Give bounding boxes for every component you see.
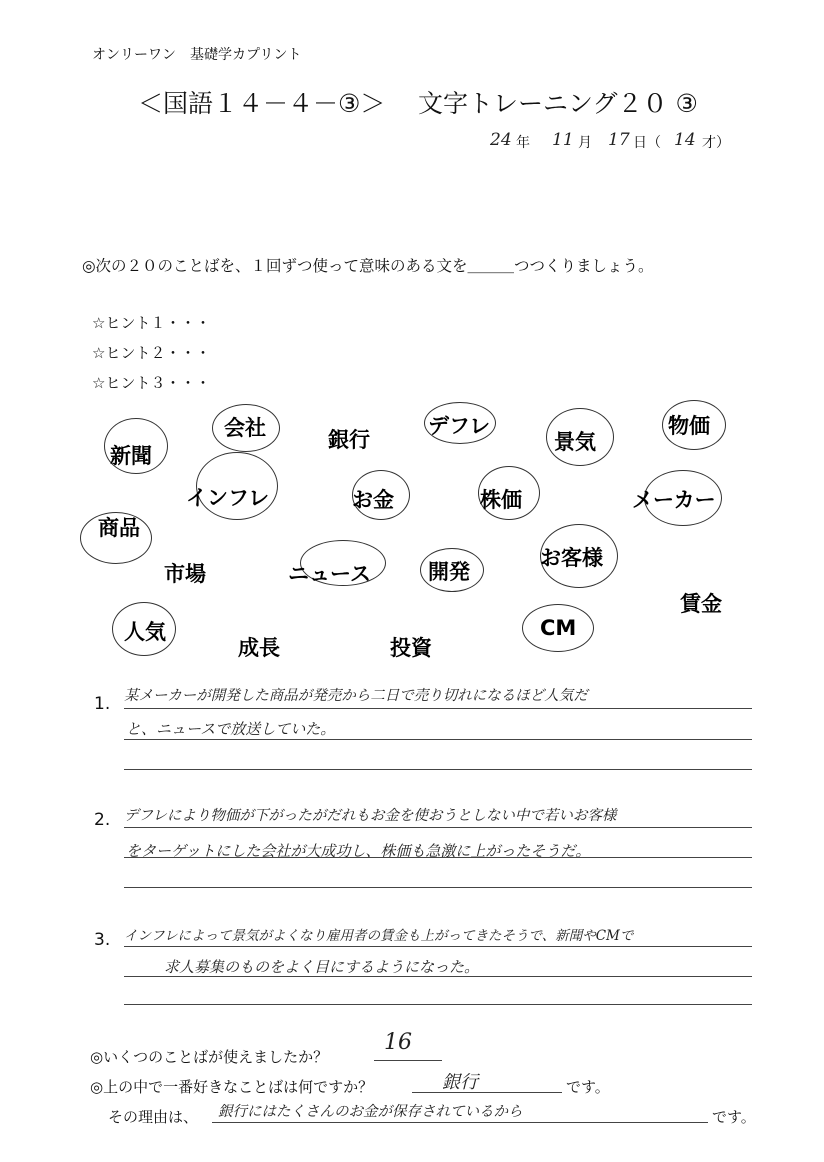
word-bukka: 物価: [668, 414, 710, 438]
word-news: ニュース: [288, 562, 371, 586]
answer-line: [124, 1004, 752, 1005]
date-line: [488, 128, 758, 154]
sentence-2-line-1[interactable]: デフレにより物価が下がったがだれもお金を使おうとしない中で若いお客様: [124, 808, 617, 824]
word-seicho: 成長: [238, 636, 280, 660]
answer-line: [124, 857, 752, 858]
date-day: 17: [608, 130, 630, 150]
circle-mark: [522, 604, 594, 652]
sentence-3-line-2[interactable]: 求人募集のものをよく目にするようになった。: [164, 958, 480, 976]
answer-reason[interactable]: 銀行にはたくさんのお金が保存されているから: [218, 1104, 523, 1120]
word-shinbun: 新聞: [110, 444, 152, 468]
answer-line: [124, 739, 752, 740]
word-cm: CM: [540, 616, 577, 640]
date-year-unit: 年: [516, 135, 530, 151]
circle-mark: [424, 402, 496, 444]
word-inflation: インフレ: [186, 486, 270, 510]
circle-mark: [104, 418, 168, 474]
answer-line: [124, 946, 752, 947]
word-maker: メーカー: [632, 488, 716, 512]
page-title-right: 文字トレーニング２０ ③: [418, 89, 698, 118]
answer-line: [412, 1092, 562, 1093]
page-title-left: ＜国語１４－４－③＞: [138, 89, 386, 118]
circle-mark: [112, 602, 176, 656]
hint-2: ☆ヒント２・・・: [92, 344, 211, 362]
circle-mark: [662, 400, 726, 450]
sentence-3-number: 3.: [94, 930, 111, 950]
date-month-unit: 月: [578, 135, 592, 151]
answer-line: [124, 976, 752, 977]
answer-favorite[interactable]: 銀行: [442, 1072, 478, 1093]
answer-line: [124, 708, 752, 709]
circle-mark: [80, 512, 152, 564]
word-okane: お金: [352, 488, 394, 512]
sentence-1-line-2[interactable]: と、ニュースで放送していた。: [126, 720, 336, 738]
sentence-2-line-2[interactable]: をターゲットにした会社が大成功し、株価も急激に上がったそうだ。: [126, 842, 591, 860]
answer-line: [124, 827, 752, 828]
date-year: 24: [490, 130, 512, 150]
date-month: 11: [552, 130, 574, 150]
circle-mark: [300, 540, 386, 586]
word-keiki: 景気: [554, 430, 596, 454]
word-shijo: 市場: [164, 562, 206, 586]
question-count: ◎いくつのことばが使えましたか？: [90, 1048, 329, 1066]
word-okyakusama: お客様: [540, 546, 603, 570]
word-shohin: 商品: [98, 516, 140, 540]
question-favorite: ◎上の中で一番好きなことばは何ですか？: [90, 1078, 374, 1096]
brand-title: オンリーワン 基礎学カプリント: [92, 47, 302, 63]
circle-mark: [644, 470, 722, 526]
word-kaisha: 会社: [224, 416, 266, 440]
sentence-3-line-1[interactable]: インフレによって景気がよくなり雇用者の賃金も上がってきたそうで、新聞やCMで: [124, 928, 634, 944]
circle-mark: [420, 548, 484, 592]
date-age: 14: [674, 130, 696, 150]
word-chingin: 賃金: [680, 592, 722, 616]
sentence-1-line-1[interactable]: 某メーカーが開発した商品が発売から二日で売り切れになるほど人気だ: [124, 688, 588, 704]
circle-mark: [212, 404, 280, 452]
answer-line: [374, 1060, 442, 1061]
word-kabuka: 株価: [480, 488, 522, 512]
circle-mark: [196, 452, 278, 520]
sentence-2-number: 2.: [94, 810, 111, 830]
question-favorite-end: です。: [566, 1078, 610, 1096]
hint-1: ☆ヒント１・・・: [92, 314, 211, 332]
answer-count[interactable]: 16: [384, 1030, 412, 1055]
answer-line: [124, 769, 752, 770]
circle-mark: [478, 466, 540, 520]
answer-line: [124, 887, 752, 888]
circle-mark: [540, 524, 618, 588]
sentence-1-number: 1.: [94, 694, 111, 714]
question-reason: その理由は、: [108, 1108, 199, 1126]
circle-mark: [352, 470, 410, 520]
word-deflation: デフレ: [428, 414, 491, 438]
instruction-text: ◎次の２０のことばを、１回ずつ使って意味のある文を＿＿＿つつくりましょう。: [82, 257, 654, 275]
word-ginko: 銀行: [328, 428, 370, 452]
question-reason-end: です。: [712, 1108, 756, 1126]
date-day-unit: 日（: [633, 135, 661, 151]
hint-3: ☆ヒント３・・・: [92, 374, 211, 392]
date-age-unit: 才）: [702, 135, 730, 151]
word-kaihatsu: 開発: [428, 560, 470, 584]
answer-line: [212, 1122, 708, 1123]
circle-mark: [546, 408, 614, 466]
word-ninki: 人気: [124, 620, 166, 644]
word-toshi: 投資: [390, 636, 432, 660]
